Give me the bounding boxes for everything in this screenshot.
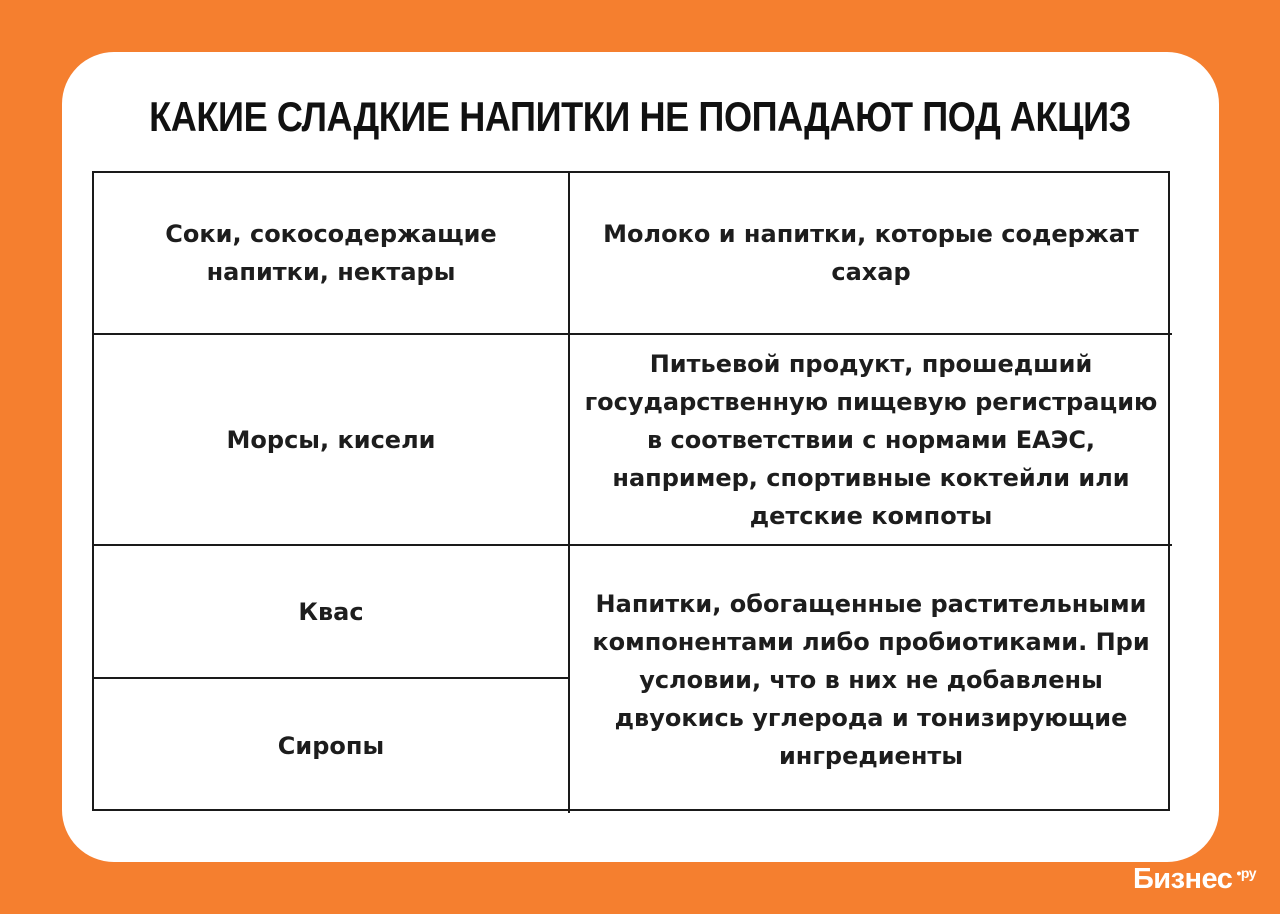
table-cell-syrups: Сиропы bbox=[94, 679, 570, 813]
table-cell-drinking-product: Питьевой продукт, прошедший государственную пищевую регистрацию в соответствии с нормами ЕАЭС, например, спортивные коктейли или детские компоты bbox=[570, 335, 1172, 546]
table-cell-juices: Соки, сокосодержащие напитки, нектары bbox=[94, 173, 570, 335]
table-cell-mors: Морсы, кисели bbox=[94, 335, 570, 546]
logo-text: Бизнес bbox=[1132, 863, 1233, 895]
table-cell-kvass: Квас bbox=[94, 546, 570, 679]
biznes-ru-logo bbox=[1133, 863, 1256, 896]
table-cell-milk: Молоко и напитки, которые содержат сахар bbox=[570, 173, 1172, 335]
logo-suffix: •ру bbox=[1236, 865, 1256, 881]
beverages-table bbox=[92, 171, 1170, 811]
table-cell-enriched-drinks: Напитки, обогащенные растительными компонентами либо пробиотиками. При условии, что в них не добавлены двуокись углерода и тонизирующие ингредиенты bbox=[592, 589, 1150, 770]
page-title: КАКИЕ СЛАДКИЕ НАПИТКИ НЕ ПОПАДАЮТ ПОД АКЦИЗ bbox=[149, 93, 1131, 140]
